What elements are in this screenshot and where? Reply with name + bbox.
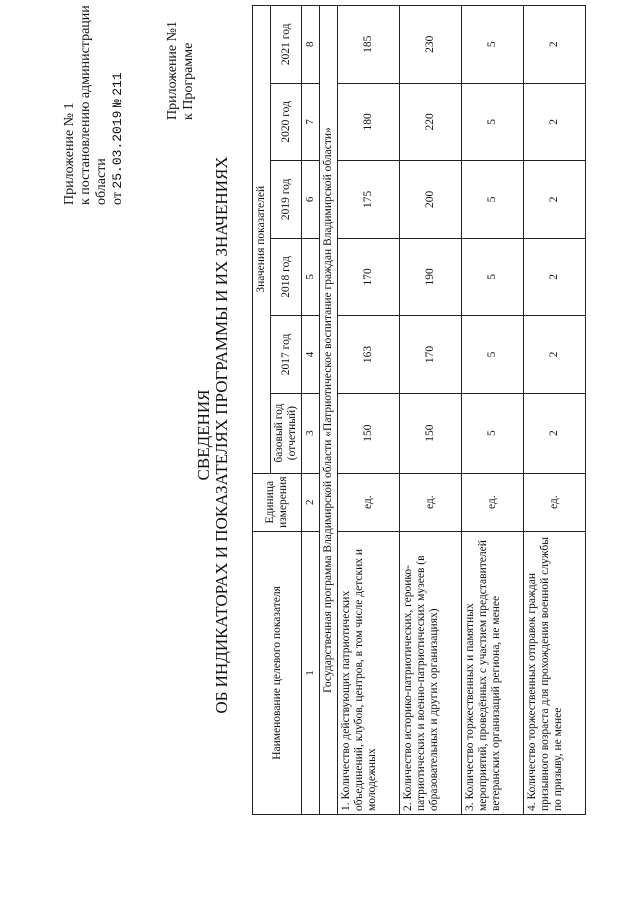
indicator-value: 175 [338,161,400,239]
indicator-value: 2 [524,393,586,473]
table-row [462,6,524,815]
year-header: 2020 год [271,83,302,161]
approval-block [62,5,126,205]
column-number: 5 [302,238,320,316]
table-row [338,6,400,815]
year-header: 2019 год [271,161,302,239]
annex-line: Приложение №1 [165,21,180,120]
indicator-unit: ед. [462,473,524,531]
column-number: 4 [302,316,320,394]
column-number: 6 [302,161,320,239]
year-header: 2021 год [271,6,302,84]
col-header-name: Наименование целевого показателя [253,531,302,814]
table-row [524,6,586,815]
indicator-name: 3. Количество торжественных и памятных мероприятий, проведённых с участием представителей ветеранских организаций региона, не менее [462,531,524,814]
document-title [195,55,231,815]
year-header: 2018 год [271,238,302,316]
indicator-value: 150 [338,393,400,473]
col-header-unit: Единица измерения [253,473,302,531]
column-number: 3 [302,393,320,473]
col-header-values: Значения показателей [253,6,271,474]
indicator-value: 150 [400,393,462,473]
column-number: 7 [302,83,320,161]
indicator-value: 190 [400,238,462,316]
indicator-value: 230 [400,6,462,84]
column-numbers-row [302,6,320,815]
approval-line: к постановлению администрации [78,5,93,205]
indicator-name: 2. Количество историко-патриотических, героико-патриотических и военно-патриотических музеев (в образовательных и других организациях) [400,531,462,814]
year-header: 2017 год [271,316,302,394]
indicator-value: 5 [462,393,524,473]
column-number: 8 [302,6,320,84]
column-number: 2 [302,473,320,531]
indicator-unit: ед. [524,473,586,531]
annex-block [165,0,197,120]
year-header: базовый год (отчетный) [271,393,302,473]
approval-date: 25.03.2019 [110,110,125,189]
indicator-value: 5 [462,6,524,84]
approval-date-prefix: от [110,192,125,205]
indicator-value: 5 [462,316,524,394]
indicator-value: 2 [524,6,586,84]
indicator-name: 1. Количество действующих патриотических объединений, клубов, центров, в том числе детских и молодежных [338,531,400,814]
indicator-value: 2 [524,316,586,394]
title-line: ОБ ИНДИКАТОРАХ И ПОКАЗАТЕЛЯХ ПРОГРАММЫ И ИХ ЗНАЧЕНИЯХ [212,156,231,714]
indicator-value: 2 [524,161,586,239]
indicator-name: 4. Количество торжественных отправок граждан призывного возраста для прохождения военной службы по призыву, не менее [524,531,586,814]
approval-line: области [94,158,109,205]
indicator-value: 2 [524,83,586,161]
indicator-value: 2 [524,238,586,316]
indicator-value: 170 [338,238,400,316]
annex-line: к Программе [181,42,196,120]
indicator-unit: ед. [338,473,400,531]
indicator-value: 5 [462,83,524,161]
program-title: Государственная программа Владимирской области «Патриотическое воспитание граждан Владимирской области» [320,6,338,815]
indicator-value: 163 [338,316,400,394]
indicator-value: 200 [400,161,462,239]
indicator-value: 5 [462,238,524,316]
program-row [320,6,338,815]
indicators-table [252,5,586,815]
indicator-value: 5 [462,161,524,239]
approval-number-prefix: № [110,99,125,108]
approval-date-line [110,5,126,205]
indicator-value: 185 [338,6,400,84]
indicator-value: 170 [400,316,462,394]
approval-line: Приложение № 1 [62,102,77,205]
column-number: 1 [302,531,320,814]
indicator-value: 220 [400,83,462,161]
title-line: СВЕДЕНИЯ [194,389,213,481]
indicator-unit: ед. [400,473,462,531]
table-row [400,6,462,815]
approval-number: 211 [110,72,125,96]
indicator-value: 180 [338,83,400,161]
table-header-row [253,6,271,815]
